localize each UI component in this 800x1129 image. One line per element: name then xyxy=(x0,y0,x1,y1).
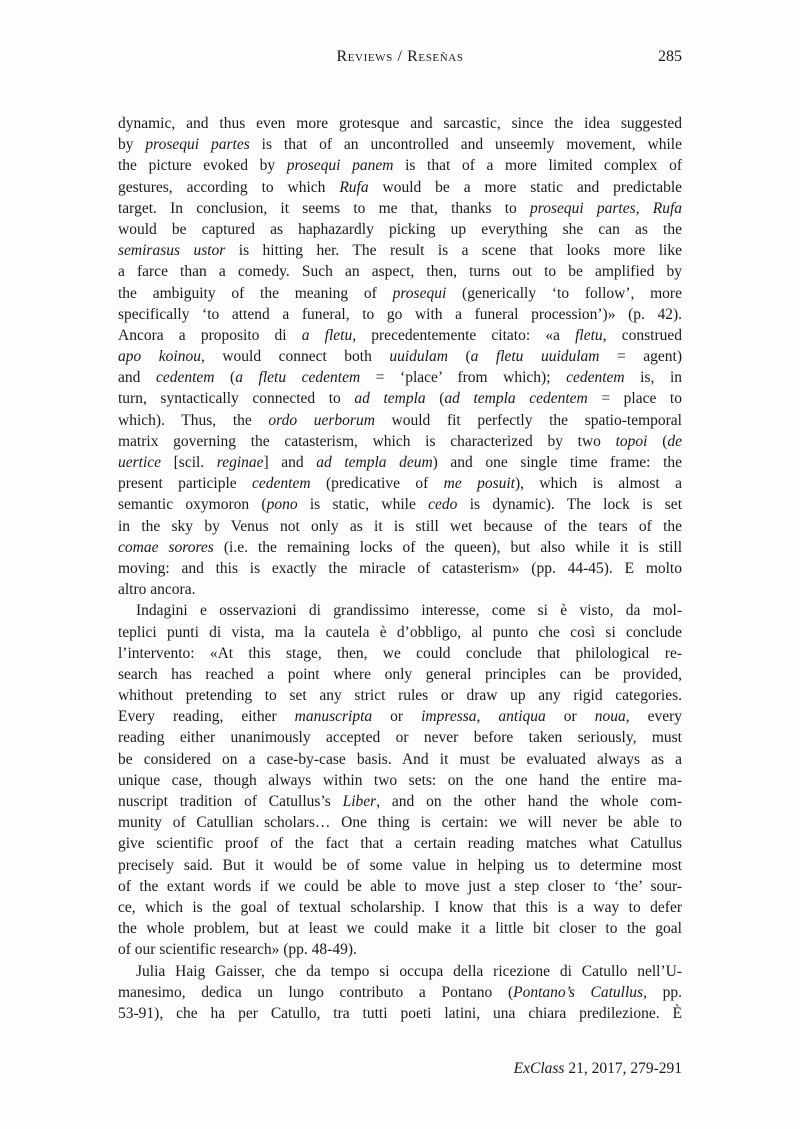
text-line xyxy=(118,537,682,558)
text-run: nuscript tradition of Catullus’s xyxy=(118,793,343,810)
text-line xyxy=(118,388,682,409)
footer-citation-rest: 21, 2017, 279-291 xyxy=(564,1060,682,1077)
text-run: is, in xyxy=(624,369,683,387)
text-line xyxy=(118,897,682,918)
text-run: turn, syntactically connected to xyxy=(118,390,355,408)
text-line xyxy=(118,516,682,537)
italic-text-run: uertice xyxy=(118,454,162,471)
text-line xyxy=(118,346,682,367)
text-run: altro ancora. xyxy=(118,581,196,599)
text-run: = place to xyxy=(587,390,682,408)
page-body xyxy=(118,113,682,1024)
italic-text-run: me posuit xyxy=(443,475,515,493)
italic-text-run: cedentem xyxy=(155,369,215,387)
text-run: of the extant words if we could be able to move just a step closer to ‘the’ sour- xyxy=(118,877,682,895)
italic-text-run: antiqua xyxy=(498,708,546,726)
text-run: 53-91), che ha per Catullo, tra tutti poeti latini, una chiara predilezione. È xyxy=(118,1004,682,1022)
text-run: ( xyxy=(214,369,236,387)
text-run: by xyxy=(118,136,146,154)
text-run: , xyxy=(476,708,499,726)
text-line xyxy=(118,833,682,854)
text-run: teplici punti di vista, ma la cautela è d’obbligo, al punto che così si conclude xyxy=(118,623,682,641)
text-run: is that of an uncontrolled and unseemly movement, while xyxy=(249,136,682,154)
text-line xyxy=(118,600,682,621)
text-line xyxy=(118,749,682,770)
text-run: unique case, though always within two sets: on the one hand the entire ma- xyxy=(118,771,682,789)
text-run: manesimo, dedica un lungo contributo a Pontano ( xyxy=(118,983,514,1001)
text-run: precisely said. But it would be of some value in helping us to determine most xyxy=(118,856,682,874)
italic-text-run: noua xyxy=(594,708,626,726)
text-line xyxy=(118,812,682,833)
footer-citation xyxy=(118,1058,682,1079)
text-run: search has reached a point where only general principles can be provided, xyxy=(118,665,682,683)
text-run: would be captured as haphazardly picking up everything she can as the xyxy=(118,220,682,238)
text-run: a farce than a comedy. Such an aspect, then, turns out to be amplified by xyxy=(118,263,682,281)
text-line xyxy=(118,240,682,261)
italic-text-run: fletu xyxy=(575,326,603,344)
text-run: , pp. xyxy=(643,983,682,1001)
text-run: would fit perfectly the spatio-temporal xyxy=(374,411,682,429)
text-run: ce, which is the goal of textual scholarship. I know that this is a way to defer xyxy=(118,898,682,916)
text-run: Julia Haig Gaisser, che da tempo si occupa della ricezione di Catullo nell’U- xyxy=(136,962,682,980)
text-run: present participle xyxy=(118,475,253,493)
text-run: ] and xyxy=(263,454,317,471)
text-run: gestures, according to which xyxy=(118,178,340,196)
text-run: reading either unanimously accepted or never before taken seriously, must xyxy=(118,729,682,747)
italic-text-run: ordo uerborum xyxy=(268,411,375,429)
text-line xyxy=(118,685,682,706)
italic-text-run: cedentem xyxy=(566,369,625,387)
text-run: be considered on a case-by-case basis. And it must be evaluated always as a xyxy=(118,750,682,768)
text-column xyxy=(118,47,682,1024)
text-run: semantic oxymoron ( xyxy=(118,496,267,514)
text-run: is that of a more limited complex of xyxy=(393,157,682,175)
text-line xyxy=(118,494,682,515)
text-run: Indagini e osservazioni di grandissimo interesse, come si è visto, da mol- xyxy=(136,602,682,620)
text-run: Ancora a proposito di xyxy=(118,326,302,344)
text-run: is hitting her. The result is a scene that looks more like xyxy=(225,242,682,260)
text-line xyxy=(118,579,682,600)
italic-text-run: cedo xyxy=(428,496,458,514)
text-line xyxy=(118,283,682,304)
text-run: would be a more static and predictable xyxy=(368,178,683,196)
text-line xyxy=(118,177,682,198)
text-line xyxy=(118,727,682,748)
text-line xyxy=(118,706,682,727)
text-run: = agent) xyxy=(599,348,683,366)
text-run: , precedentemente citato: «a xyxy=(352,326,576,344)
footer-journal-title: ExClass xyxy=(513,1060,565,1077)
italic-text-run: topoi xyxy=(615,432,648,450)
text-run: the ambiguity of the meaning of xyxy=(118,284,393,302)
italic-text-run: ad templa xyxy=(354,390,426,408)
italic-text-run: a fletu uuidulam xyxy=(470,348,600,366)
italic-text-run: cedentem xyxy=(252,475,311,493)
text-line xyxy=(118,261,682,282)
text-line xyxy=(118,410,682,431)
text-run: and xyxy=(118,369,156,387)
text-run: or xyxy=(372,708,422,726)
text-run: ) and one single time frame: the xyxy=(432,454,683,471)
text-run: which). Thus, the xyxy=(118,411,269,429)
text-run: the whole problem, but at least we could make it a little bit closer to the goal xyxy=(118,920,682,938)
italic-text-run: prosequi panem xyxy=(286,157,394,175)
text-run: or xyxy=(545,708,595,726)
text-run: the picture evoked by xyxy=(118,157,287,175)
italic-text-run: semirasus ustor xyxy=(118,242,226,260)
text-run: whithout pretending to set any strict rules or draw up any rigid categories. xyxy=(118,687,682,705)
italic-text-run: Rufa xyxy=(339,178,369,196)
text-run: = ‘place’ from which); xyxy=(360,369,567,387)
italic-text-run: ad templa cedentem xyxy=(444,390,588,408)
text-run: (predicative of xyxy=(310,475,444,493)
italic-text-run: apo koinou xyxy=(118,348,201,366)
text-line xyxy=(118,918,682,939)
text-line xyxy=(118,134,682,155)
text-run: ), which is almost a xyxy=(515,475,682,493)
text-line xyxy=(118,1003,682,1024)
italic-text-run: reginae xyxy=(216,454,264,471)
text-run: , construed xyxy=(602,326,682,344)
text-line xyxy=(118,198,682,219)
italic-text-run: prosequi partes xyxy=(145,136,250,154)
running-head-title: Reviews / Reseñas xyxy=(336,48,464,65)
text-run: (generically ‘to follow’, more xyxy=(446,284,682,302)
italic-text-run: prosequi partes, Rufa xyxy=(530,199,683,217)
text-line xyxy=(118,643,682,664)
text-line xyxy=(118,855,682,876)
text-run: is dynamic). The lock is set xyxy=(457,496,682,514)
text-line xyxy=(118,431,682,452)
italic-text-run: a fletu xyxy=(301,326,353,344)
italic-text-run: pono xyxy=(266,496,298,514)
text-line xyxy=(118,113,682,134)
text-run: ( xyxy=(647,432,668,450)
text-run: munity of Catullian scholars… One thing is certain: we will never be able to xyxy=(118,814,682,832)
text-line xyxy=(118,876,682,897)
italic-text-run: uuidulam xyxy=(389,348,448,366)
text-run: l’intervento: «At this stage, then, we could conclude that philological re- xyxy=(118,644,682,662)
text-line xyxy=(118,325,682,346)
italic-text-run: a fletu cedentem xyxy=(235,369,361,387)
text-line xyxy=(118,473,682,494)
text-run: (i.e. the remaining locks of the queen), but also while it is still xyxy=(213,538,683,556)
text-line xyxy=(118,664,682,685)
italic-text-run: ad templa deum xyxy=(316,454,433,471)
text-line xyxy=(118,558,682,579)
text-run: target. In conclusion, it seems to me that, thanks to xyxy=(118,199,531,217)
text-run: , would connect both xyxy=(200,348,390,366)
text-line xyxy=(118,961,682,982)
italic-text-run: comae sorores xyxy=(118,538,214,556)
text-run: give scientific proof of the fact that a certain reading matches what Catullus xyxy=(118,835,682,853)
page-number: 285 xyxy=(658,48,682,65)
text-line xyxy=(118,367,682,388)
italic-text-run: de xyxy=(667,432,682,450)
text-line xyxy=(118,982,682,1003)
italic-text-run: Pontano’s Catullus xyxy=(513,983,644,1001)
italic-text-run: impressa xyxy=(421,708,477,726)
text-line xyxy=(118,622,682,643)
text-line xyxy=(118,452,682,473)
text-line xyxy=(118,791,682,812)
text-run: is static, while xyxy=(297,496,429,514)
text-run: ( xyxy=(425,390,445,408)
text-line xyxy=(118,939,682,960)
text-run: specifically ‘to attend a funeral, to go with a funeral procession’)» (p. 42). xyxy=(118,305,682,323)
italic-text-run: Liber xyxy=(342,793,377,810)
text-run: matrix governing the catasterism, which is characterized by two xyxy=(118,432,616,450)
text-run: ( xyxy=(447,348,471,366)
text-line xyxy=(118,304,682,325)
text-run: in the sky by Venus not only as it is still wet because of the tears of the xyxy=(118,517,682,535)
italic-text-run: prosequi xyxy=(392,284,447,302)
text-run: of our scientific research» (pp. 48-49). xyxy=(118,941,357,959)
italic-text-run: manuscripta xyxy=(294,708,373,726)
running-head xyxy=(118,47,682,67)
text-line xyxy=(118,155,682,176)
text-run: [scil. xyxy=(161,454,217,471)
text-run: moving: and this is exactly the miracle of catasterism» (pp. 44-45). E molto xyxy=(118,559,682,577)
text-run: , every xyxy=(625,708,683,726)
text-line xyxy=(118,770,682,791)
text-run: , and on the other hand the whole com- xyxy=(376,793,682,810)
text-line xyxy=(118,219,682,240)
text-run: Every reading, either xyxy=(118,708,295,726)
text-run: dynamic, and thus even more grotesque and sarcastic, since the idea suggested xyxy=(118,115,682,132)
